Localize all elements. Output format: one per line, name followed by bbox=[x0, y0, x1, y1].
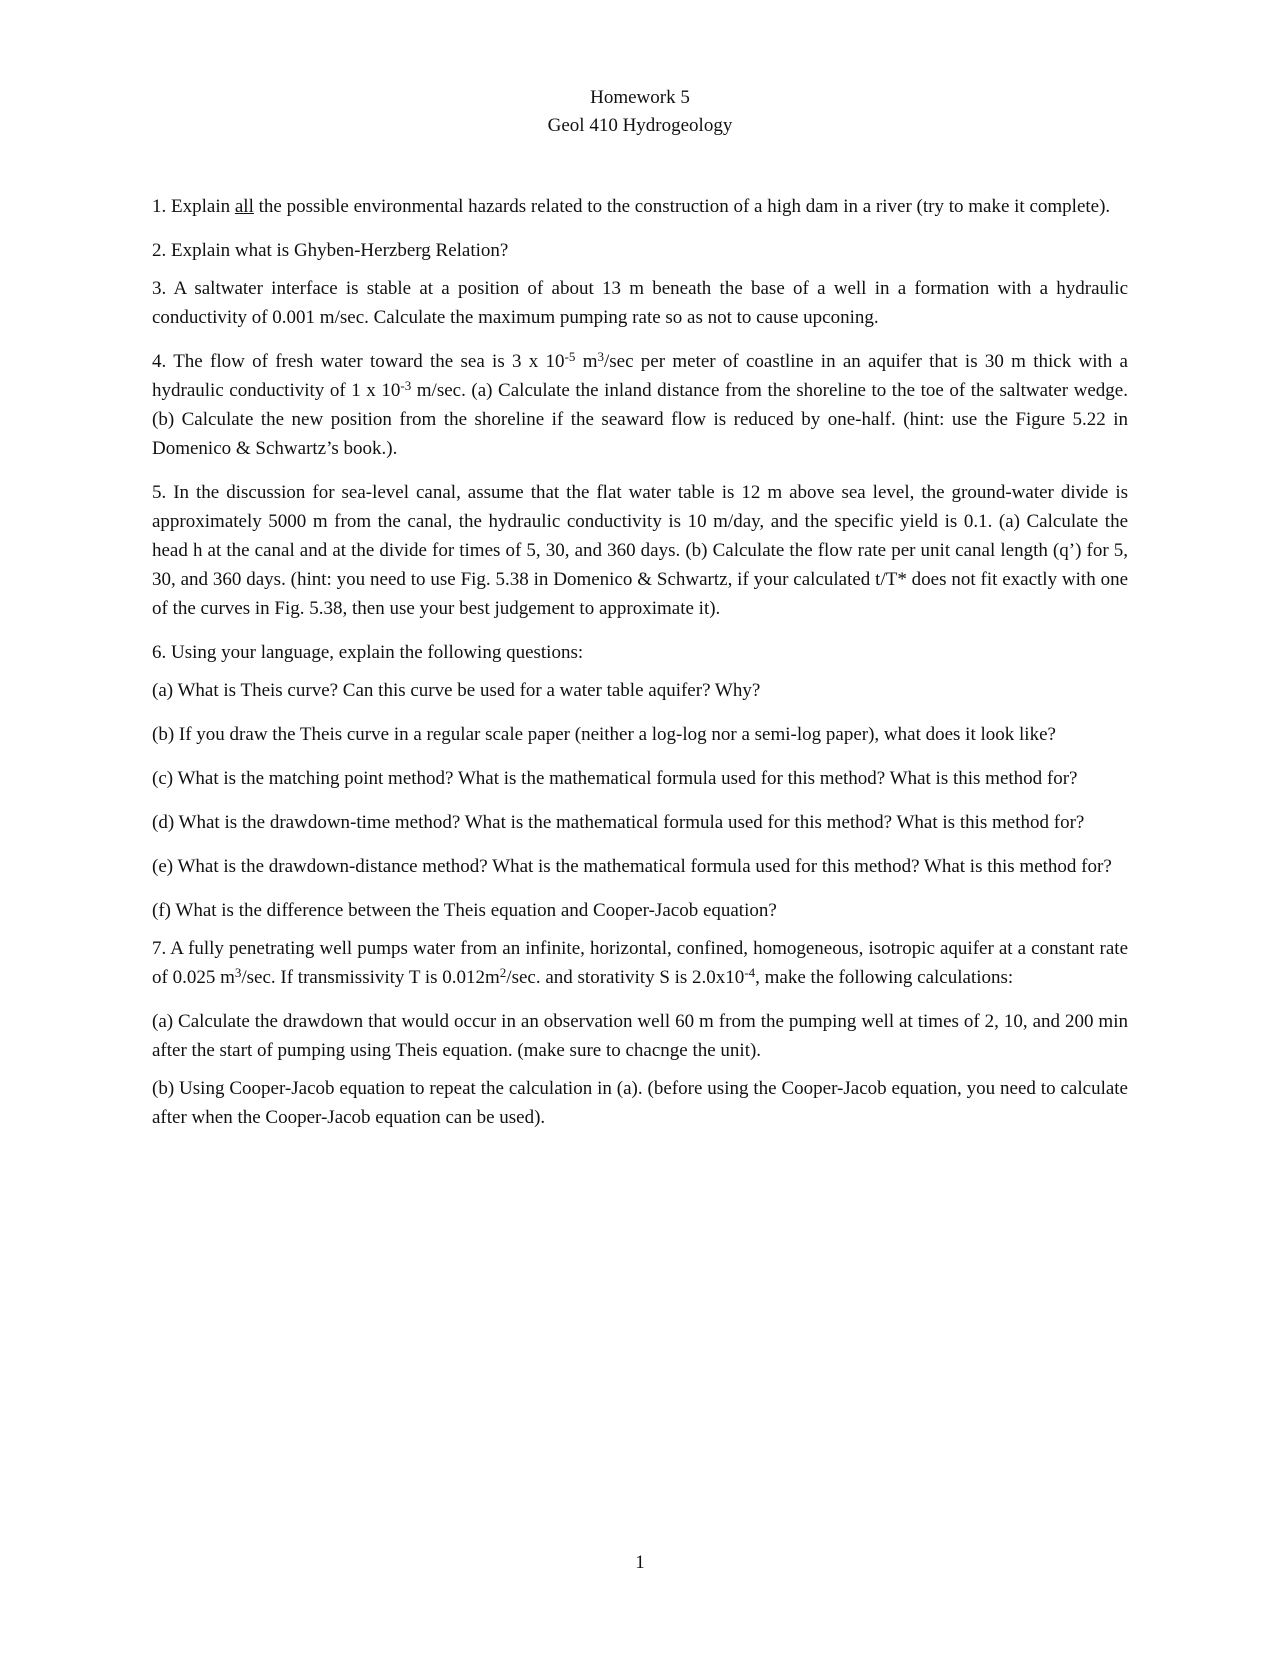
question-7a: (a) Calculate the drawdown that would occur in an observation well 60 m from the pumping well at times of 2, 10, and 200 min after the start of pumping using Theis equation. (make sure to chacnge the unit). bbox=[152, 1011, 1128, 1061]
question-6c: (c) What is the matching point method? What is the mathematical formula used for this method? What is this method for? bbox=[152, 768, 1078, 789]
question-list bbox=[152, 192, 1128, 1141]
question-6e: (e) What is the drawdown-distance method? What is the mathematical formula used for this method? What is this method for? bbox=[152, 856, 1112, 877]
question-6a: (a) What is Theis curve? Can this curve be used for a water table aquifer? Why? bbox=[152, 680, 761, 701]
question-7b: (b) Using Cooper-Jacob equation to repeat the calculation in (a). (before using the Cooper-Jacob equation, you need to calculate after when the Cooper-Jacob equation can be used). bbox=[152, 1078, 1128, 1128]
question-5: 5. In the discussion for sea-level canal, assume that the flat water table is 12 m above sea level, the ground-water divide is approximately 5000 m from the canal, the hydraulic conductivity is 10 m/day, and the specific yield is 0.1. (a) Calculate the head h at the canal and at the divide for times of 5, 30, and 360 days. (b) Calculate the flow rate per unit canal length (q’) for 5, 30, and 360 days. (hint: you need to use Fig. 5.38 in Domenico & Schwartz, if your calculated t/T* does not fit exactly with one of the curves in Fig. 5.38, then use your best judgement to approximate it). bbox=[152, 482, 1128, 619]
question-6d: (d) What is the drawdown-time method? What is the mathematical formula used for this method? What is this method for? bbox=[152, 812, 1085, 833]
question-6-intro: 6. Using your language, explain the following questions: bbox=[152, 642, 584, 663]
question-6f: (f) What is the difference between the Theis equation and Cooper-Jacob equation? bbox=[152, 900, 777, 921]
question-7: 7. A fully penetrating well pumps water from an infinite, horizontal, confined, homogeneous, isotropic aquifer at a constant rate of 0.025 $m^3/\sec$. If transmissivity T is $0.012m^2/\sec$. and storativity S is $2.0x10^{-4}$, make the following calculations: bbox=[152, 938, 1128, 988]
question-6b: (b) If you draw the Theis curve in a regular scale paper (neither a log-log nor a semi-log paper), what does it look like? bbox=[152, 724, 1056, 745]
course-title: Geol 410 Hydrogeology bbox=[547, 115, 733, 136]
page-number: 1 bbox=[635, 1552, 645, 1573]
question-1: 1. Explain all the possible environmental hazards related to the construction of a high dam in a river (try to make it complete). bbox=[152, 196, 1111, 217]
emphasis-underline: all bbox=[234, 196, 254, 217]
question-4: 4. The flow of fresh water toward the sea is 3 x $10^{-5}$ $m^3/\sec$ per meter of coastline in an aquifer that is 30 m thick with a hydraulic conductivity of 1 x $10^{-3}$ m/sec. (a) Calculate the inland distance from the shoreline to the toe of the saltwater wedge. (b) Calculate the new position from the shoreline if the seaward flow is reduced by one-half. (hint: use the Figure 5.22 in Domenico & Schwartz’s book.). bbox=[152, 349, 1128, 459]
document-header bbox=[0, 84, 1280, 140]
homework-title: Homework 5 bbox=[590, 87, 690, 108]
question-2: 2. Explain what is Ghyben-Herzberg Relation? bbox=[152, 240, 509, 261]
question-3: 3. A saltwater interface is stable at a position of about 13 m beneath the base of a well in a formation with a hydraulic conductivity of 0.001 m/sec. Calculate the maximum pumping rate so as not to cause upconing. bbox=[152, 278, 1128, 328]
